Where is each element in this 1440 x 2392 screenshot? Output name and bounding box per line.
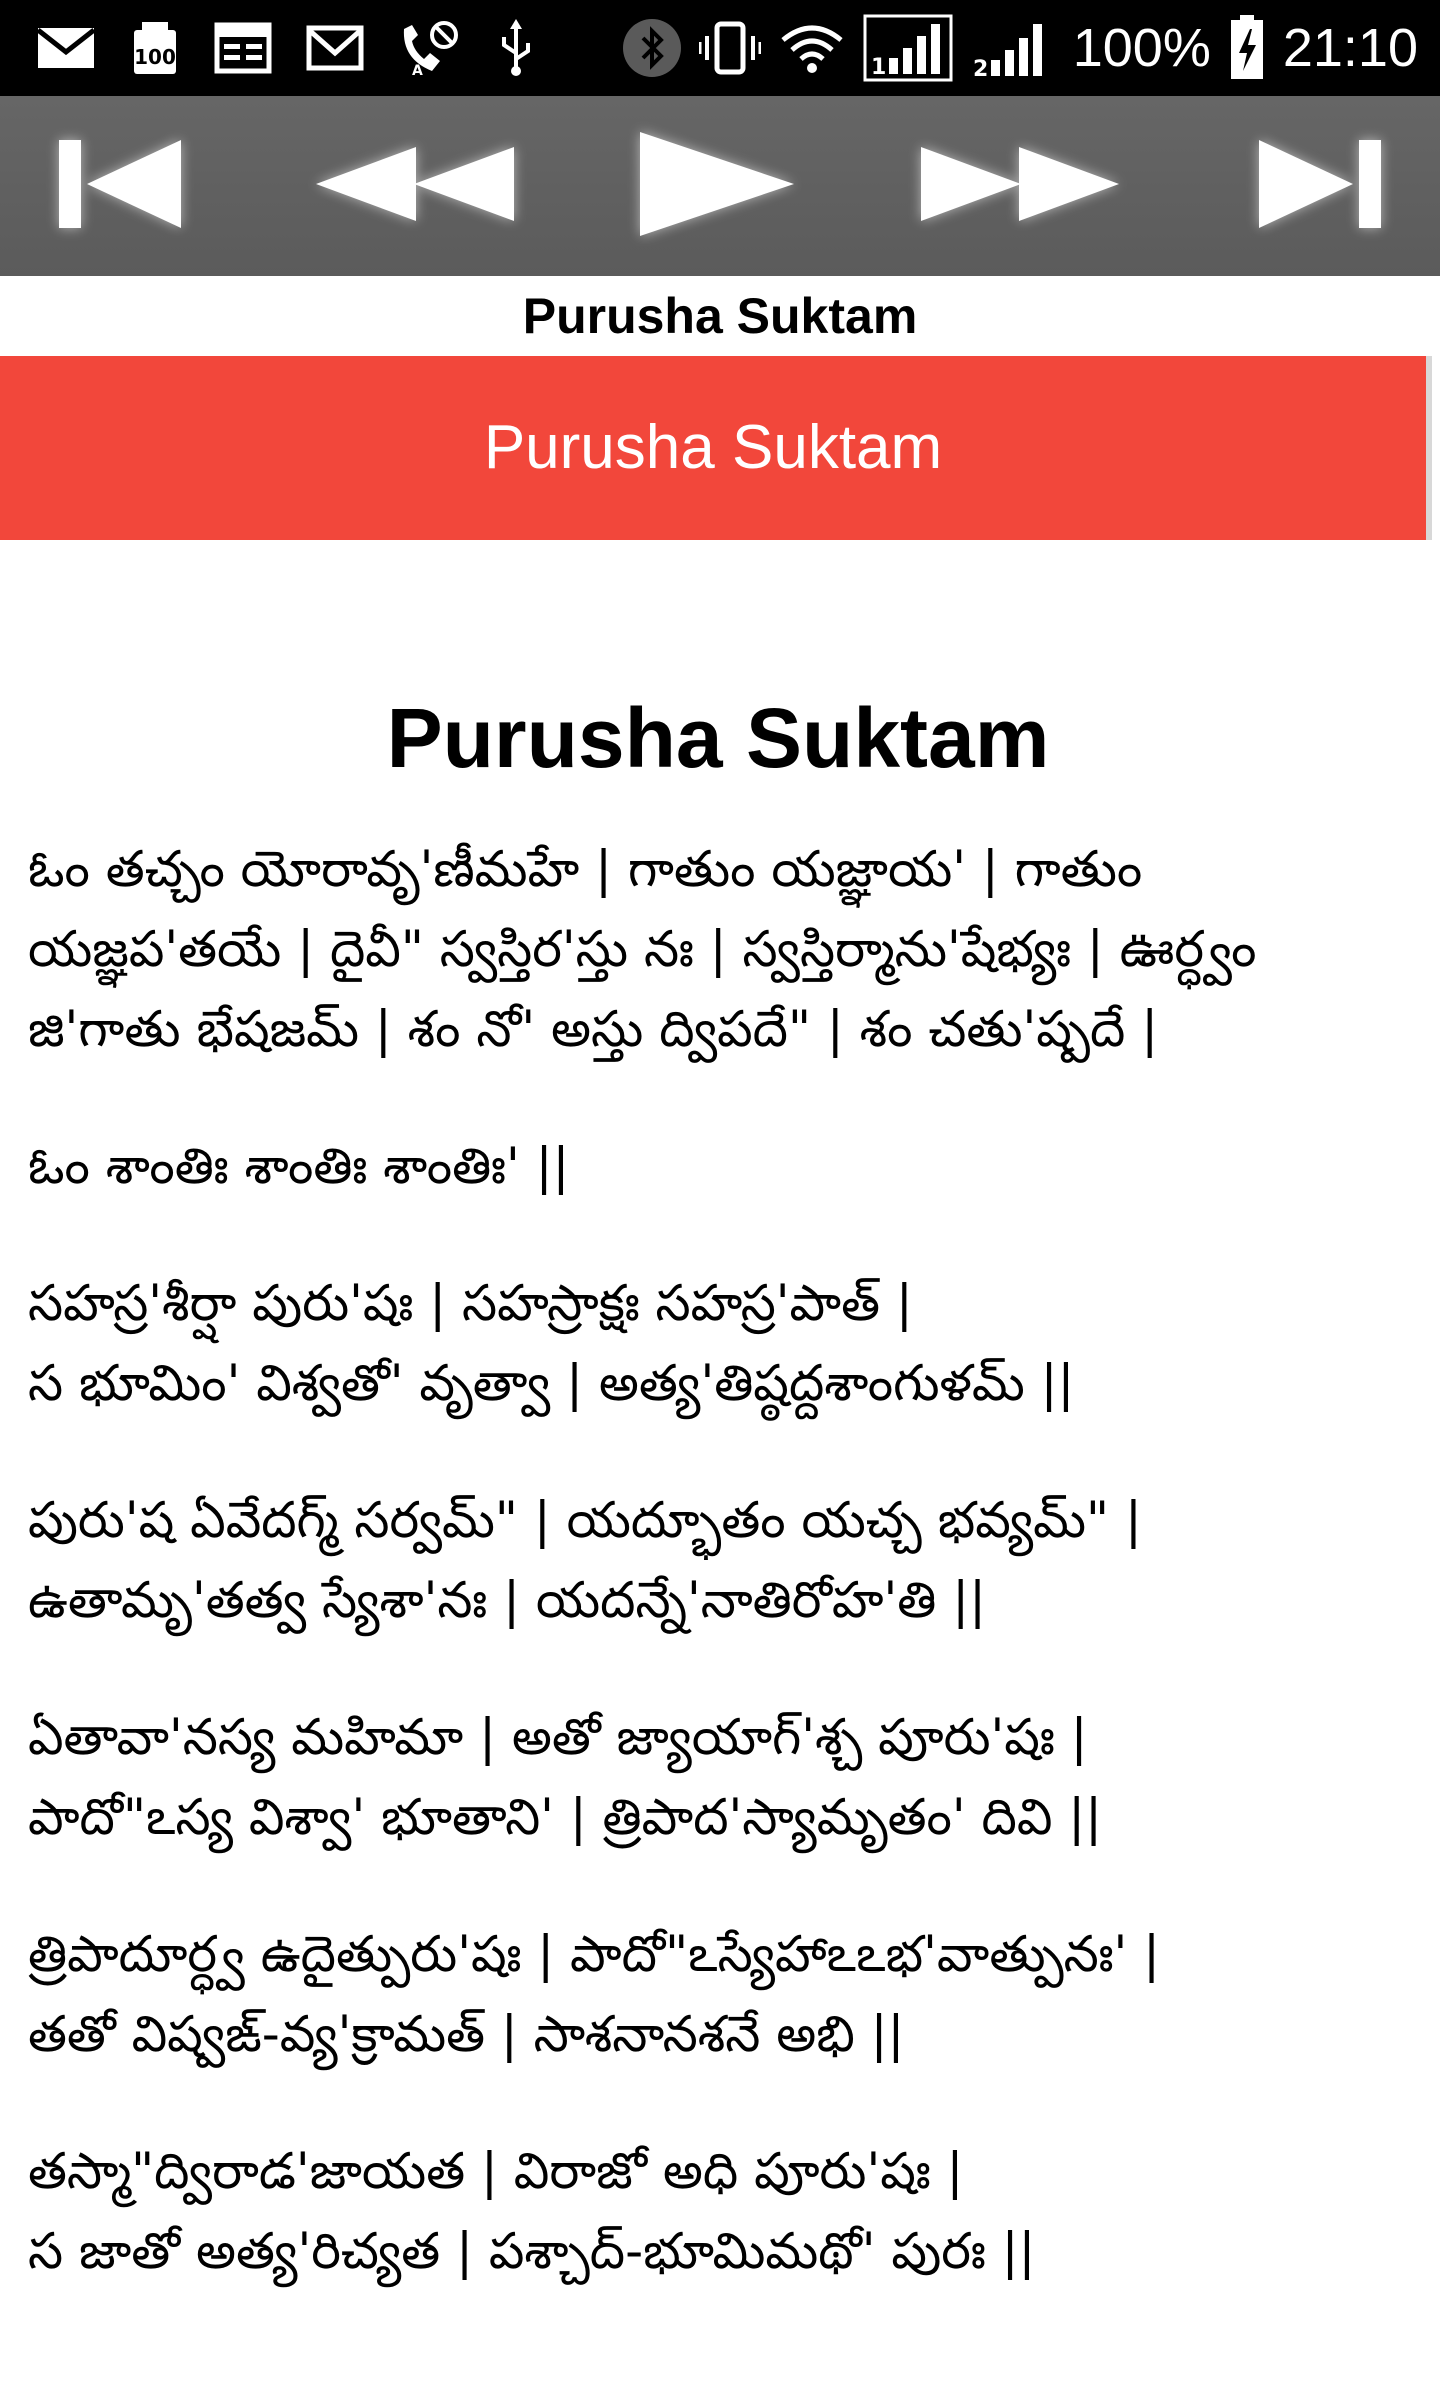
status-bar [0, 0, 1440, 96]
verse-line: తస్మా"ద్విరాడ'జాయత | విరాజో అధి పూరు'షః | [28, 2142, 964, 2200]
skip-to-end-icon [1253, 134, 1387, 238]
sim1-label: 1 [870, 55, 887, 80]
bluetooth-icon [623, 19, 681, 77]
verse-7 [28, 2131, 1408, 2291]
verse-line: ఉతామృ'తత్వ స్యేశా'నః | యదన్నే'నాతిరోహ'తి || [28, 1571, 986, 1629]
verse-line: ఓం శాంతిః శాంతిః శాంతిః' || [28, 1137, 570, 1195]
page-title: Purusha Suktam [386, 691, 1050, 785]
svg-text:A: A [412, 63, 423, 77]
player-controls [0, 96, 1440, 276]
vibrate-icon [699, 20, 761, 76]
verse-1 [28, 829, 1408, 1069]
fast-forward-icon [913, 139, 1127, 233]
usb-icon [496, 19, 536, 77]
verse-line: యజ్ఞప'తయే | దైవీ" స్వస్తిర'స్తు నః | స్వస్తిర్మాను'షేభ్యః | ఊర్ధ్వం [28, 920, 1257, 978]
rewind-button[interactable] [300, 96, 530, 276]
clock: 21:10 [1282, 18, 1418, 78]
signal-sim1-icon [863, 14, 953, 82]
verse-5 [28, 1697, 1408, 1857]
verse-2 [28, 1126, 1408, 1206]
verse-line: సహస్ర'శీర్షా పురు'షః | సహస్రాక్షః సహస్ర'పాత్ | [28, 1274, 913, 1332]
verse-4 [28, 1480, 1408, 1640]
fast-forward-button[interactable] [905, 96, 1135, 276]
verse-3 [28, 1263, 1408, 1423]
skip-to-start-button[interactable] [40, 96, 200, 276]
badge-100-icon [130, 20, 180, 76]
verse-line: తతో విష్వఙ్-వ్య'క్రామత్ | సాశనానశనే అభి || [28, 2005, 905, 2063]
notification-icons [36, 0, 536, 96]
header-title: Purusha Suktam [0, 276, 1440, 356]
system-icons [623, 0, 1418, 96]
rewind-icon [308, 139, 522, 233]
lyrics-content [28, 540, 1408, 2348]
missed-call-icon [398, 19, 462, 77]
track-banner[interactable]: Purusha Suktam [0, 356, 1426, 540]
wifi-icon [779, 22, 845, 74]
skip-to-start-icon [53, 134, 187, 238]
play-button[interactable] [625, 96, 805, 276]
battery-charging-icon [1229, 15, 1265, 81]
verse-line: పురు'ష ఏవేదగ్మ్ సర్వమ్" | యద్భూతం యచ్చ భవ్యమ్" | [28, 1491, 1142, 1549]
verse-line: జి'గాతు భేషజమ్ | శం నో' అస్తు ద్విపదే" | శం చతు'ష్పదే | [28, 1000, 1159, 1058]
verse-line: స భూమిం' విశ్వతో' వృత్వా | అత్య'తిష్ఠద్దశాంగుళమ్ || [28, 1354, 1075, 1412]
mail-icon [36, 26, 96, 70]
calendar-icon [214, 22, 272, 74]
scroll-indicator [1426, 356, 1440, 540]
verse-line: పాదో"ఽస్య విశ్వా' భూతాని' | త్రిపాద'స్యామృతం' దివి || [28, 1788, 1102, 1846]
svg-text:100: 100 [134, 45, 176, 69]
play-icon [628, 126, 802, 246]
gmail-icon [306, 25, 364, 71]
signal-sim2-icon [971, 16, 1055, 80]
verse-line: స జాతో అత్య'రిచ్యత | పశ్చాద్-భూమిమథో' పురః || [28, 2222, 1036, 2280]
skip-to-end-button[interactable] [1240, 96, 1400, 276]
verse-line: ఓం తచ్చం యోరావృ'ణీమహే | గాతుం యజ్ఞాయ' | గాతుం [28, 840, 1143, 898]
verse-line: ఏతావా'నస్య మహిమా | అతో జ్యాయాగ్'శ్చ పూరు'షః | [28, 1708, 1088, 1766]
verse-line: త్రిపాదూర్ధ్వ ఉదైత్పురు'షః | పాదో"ఽస్యేహాఽఽభ'వాత్పునః' | [28, 1925, 1160, 1983]
sim2-label: 2 [972, 57, 989, 80]
verse-6 [28, 1914, 1408, 2074]
battery-percent: 100% [1072, 18, 1211, 78]
